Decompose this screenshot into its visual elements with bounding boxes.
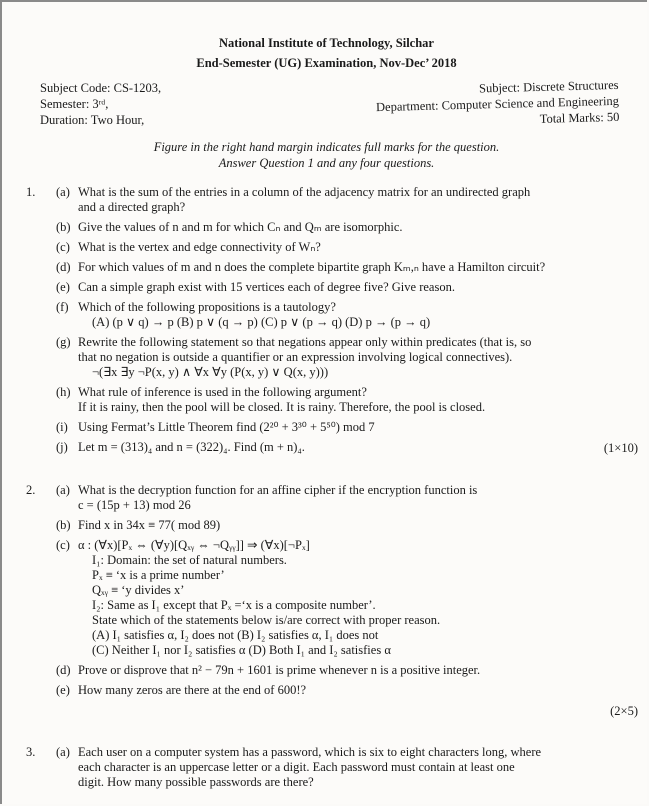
question-1 [26, 185, 638, 460]
instruction-2: Answer Question 1 and any four questions. [218, 156, 435, 170]
part-text: each character is an uppercase letter or a digit. Each password must contain at least one [78, 760, 515, 774]
question-part [26, 420, 638, 435]
part-label: (i) [56, 420, 68, 434]
question-part [26, 745, 638, 790]
department: Department: Computer Science and Engineering [375, 93, 620, 115]
total-marks: Total Marks: 50 [539, 109, 620, 126]
instruction-1: Figure in the right hand margin indicates full marks for the question. [153, 140, 500, 154]
part-text: If it is rainy, then the pool will be closed. It is rainy. Therefore, the pool is closed. [78, 400, 486, 414]
part-label: (a) [56, 745, 70, 759]
part-label: (a) [56, 483, 70, 497]
part-text: digit. How many possible passwords are there? [78, 775, 314, 789]
part-label: (f) [56, 300, 69, 314]
question-part [26, 220, 638, 235]
question-part [26, 300, 638, 330]
part-text: Each user on a computer system has a password, which is six to eight characters long, where [78, 745, 542, 759]
part-text: For which values of m and n does the complete bipartite graph Kₘ,ₙ have a Hamilton circuit? [78, 260, 546, 274]
question-part [26, 663, 638, 678]
part-label: (c) [56, 240, 70, 254]
question-number: 1. [26, 185, 36, 199]
part-text: Prove or disprove that n² − 79n + 1601 is prime whenever n is a positive integer. [78, 663, 481, 677]
marks-allocation: (2×5) [610, 704, 638, 718]
part-text: and a directed graph? [78, 200, 186, 214]
part-label: (b) [56, 518, 71, 532]
part-label: (d) [56, 260, 71, 274]
part-text: (C) Neither I₁ nor I₂ satisfies α (D) Both I₁ and I₂ satisfies α [92, 643, 391, 657]
part-label: (j) [56, 440, 68, 454]
part-text: that no negation is outside a quantifier or an expression involving logical connectives). [78, 350, 513, 364]
subject-code: Subject Code: CS-1203, [40, 81, 162, 95]
question-part [26, 280, 638, 295]
part-text: ¬(∃x ∃y ¬P(x, y) ∧ ∀x ∀y (P(x, y) ∨ Q(x, y))) [92, 365, 329, 379]
question-part [26, 518, 638, 533]
question-3 [26, 745, 638, 795]
part-text: What is the sum of the entries in a column of the adjacency matrix for an undirected graph [78, 185, 531, 199]
question-part [26, 683, 638, 698]
part-text: Qₓᵧ ≡ ‘y divides x’ [92, 583, 185, 597]
question-part [26, 185, 638, 215]
part-label: (c) [56, 538, 70, 552]
part-text: Rewrite the following statement so that negations appear only within predicates (that is, so [78, 335, 532, 349]
part-text: (A) (p ∨ q) → p (B) p ∨ (q → p) (C) p ∨ (p → q) (D) p → (p → q) [92, 315, 431, 329]
part-text: α : (∀x)[Pₓ ⇔ (∀y)[Qₓᵧ ⇔ ¬Qᵧᵧ]] ⇒ (∀x)[¬Pₓ] [78, 538, 310, 552]
question-2 [26, 483, 638, 718]
marks-allocation: (1×10) [603, 441, 638, 455]
part-label: (e) [56, 683, 70, 697]
question-number: 3. [26, 745, 36, 759]
subject: Subject: Discrete Structures [478, 77, 619, 96]
meta-right [375, 77, 619, 131]
part-text: What rule of inference is used in the following argument? [78, 385, 367, 399]
part-text: What is the decryption function for an affine cipher if the encryption function is [78, 483, 478, 497]
part-text: Give the values of n and m for which Cₙ and Qₘ are isomorphic. [78, 220, 403, 234]
part-text: Can a simple graph exist with 15 vertices each of degree five? Give reason. [78, 280, 455, 294]
part-text: State which of the statements below is/are correct with proper reason. [92, 613, 441, 627]
part-label: (a) [56, 185, 70, 199]
question-part [26, 538, 638, 658]
question-part [26, 240, 638, 255]
part-label: (g) [56, 335, 71, 349]
duration: Duration: Two Hour, [40, 113, 145, 127]
question-part [26, 260, 638, 275]
part-label: (d) [56, 663, 71, 677]
part-text: What is the vertex and edge connectivity of Wₙ? [78, 240, 321, 254]
part-text: Pₓ ≡ ‘x is a prime number’ [92, 568, 225, 582]
part-label: (b) [56, 220, 71, 234]
part-text: c = (15p + 13) mod 26 [78, 498, 191, 512]
part-text: I₂: Same as I₁ except that Pₓ =‘x is a composite number’. [92, 598, 376, 612]
part-text: I₁: Domain: the set of natural numbers. [92, 553, 287, 567]
question-part [26, 335, 638, 380]
part-text: How many zeros are there at the end of 600!? [78, 683, 307, 697]
question-part [26, 385, 638, 415]
part-text: Which of the following propositions is a tautology? [78, 300, 336, 314]
exam-title: End-Semester (UG) Examination, Nov-Dec’ 2018 [196, 56, 457, 70]
question-number: 2. [26, 483, 36, 497]
semester: Semester: 3ʳᵈ, [40, 97, 109, 111]
question-part [26, 483, 638, 513]
part-text: Let m = (313)₄ and n = (322)₄. Find (m + n)₄. [78, 440, 305, 454]
question-part [26, 440, 638, 455]
institute-title: National Institute of Technology, Silchar [219, 36, 434, 50]
meta-left [40, 80, 161, 128]
part-text: (A) I₁ satisfies α, I₂ does not (B) I₂ satisfies α, I₁ does not [92, 628, 379, 642]
part-label: (e) [56, 280, 70, 294]
part-text: Find x in 34x ≡ 77( mod 89) [78, 518, 221, 532]
part-label: (h) [56, 385, 71, 399]
part-text: Using Fermat’s Little Theorem find (2²⁰ + 3³⁰ + 5⁵⁰) mod 7 [78, 420, 375, 434]
